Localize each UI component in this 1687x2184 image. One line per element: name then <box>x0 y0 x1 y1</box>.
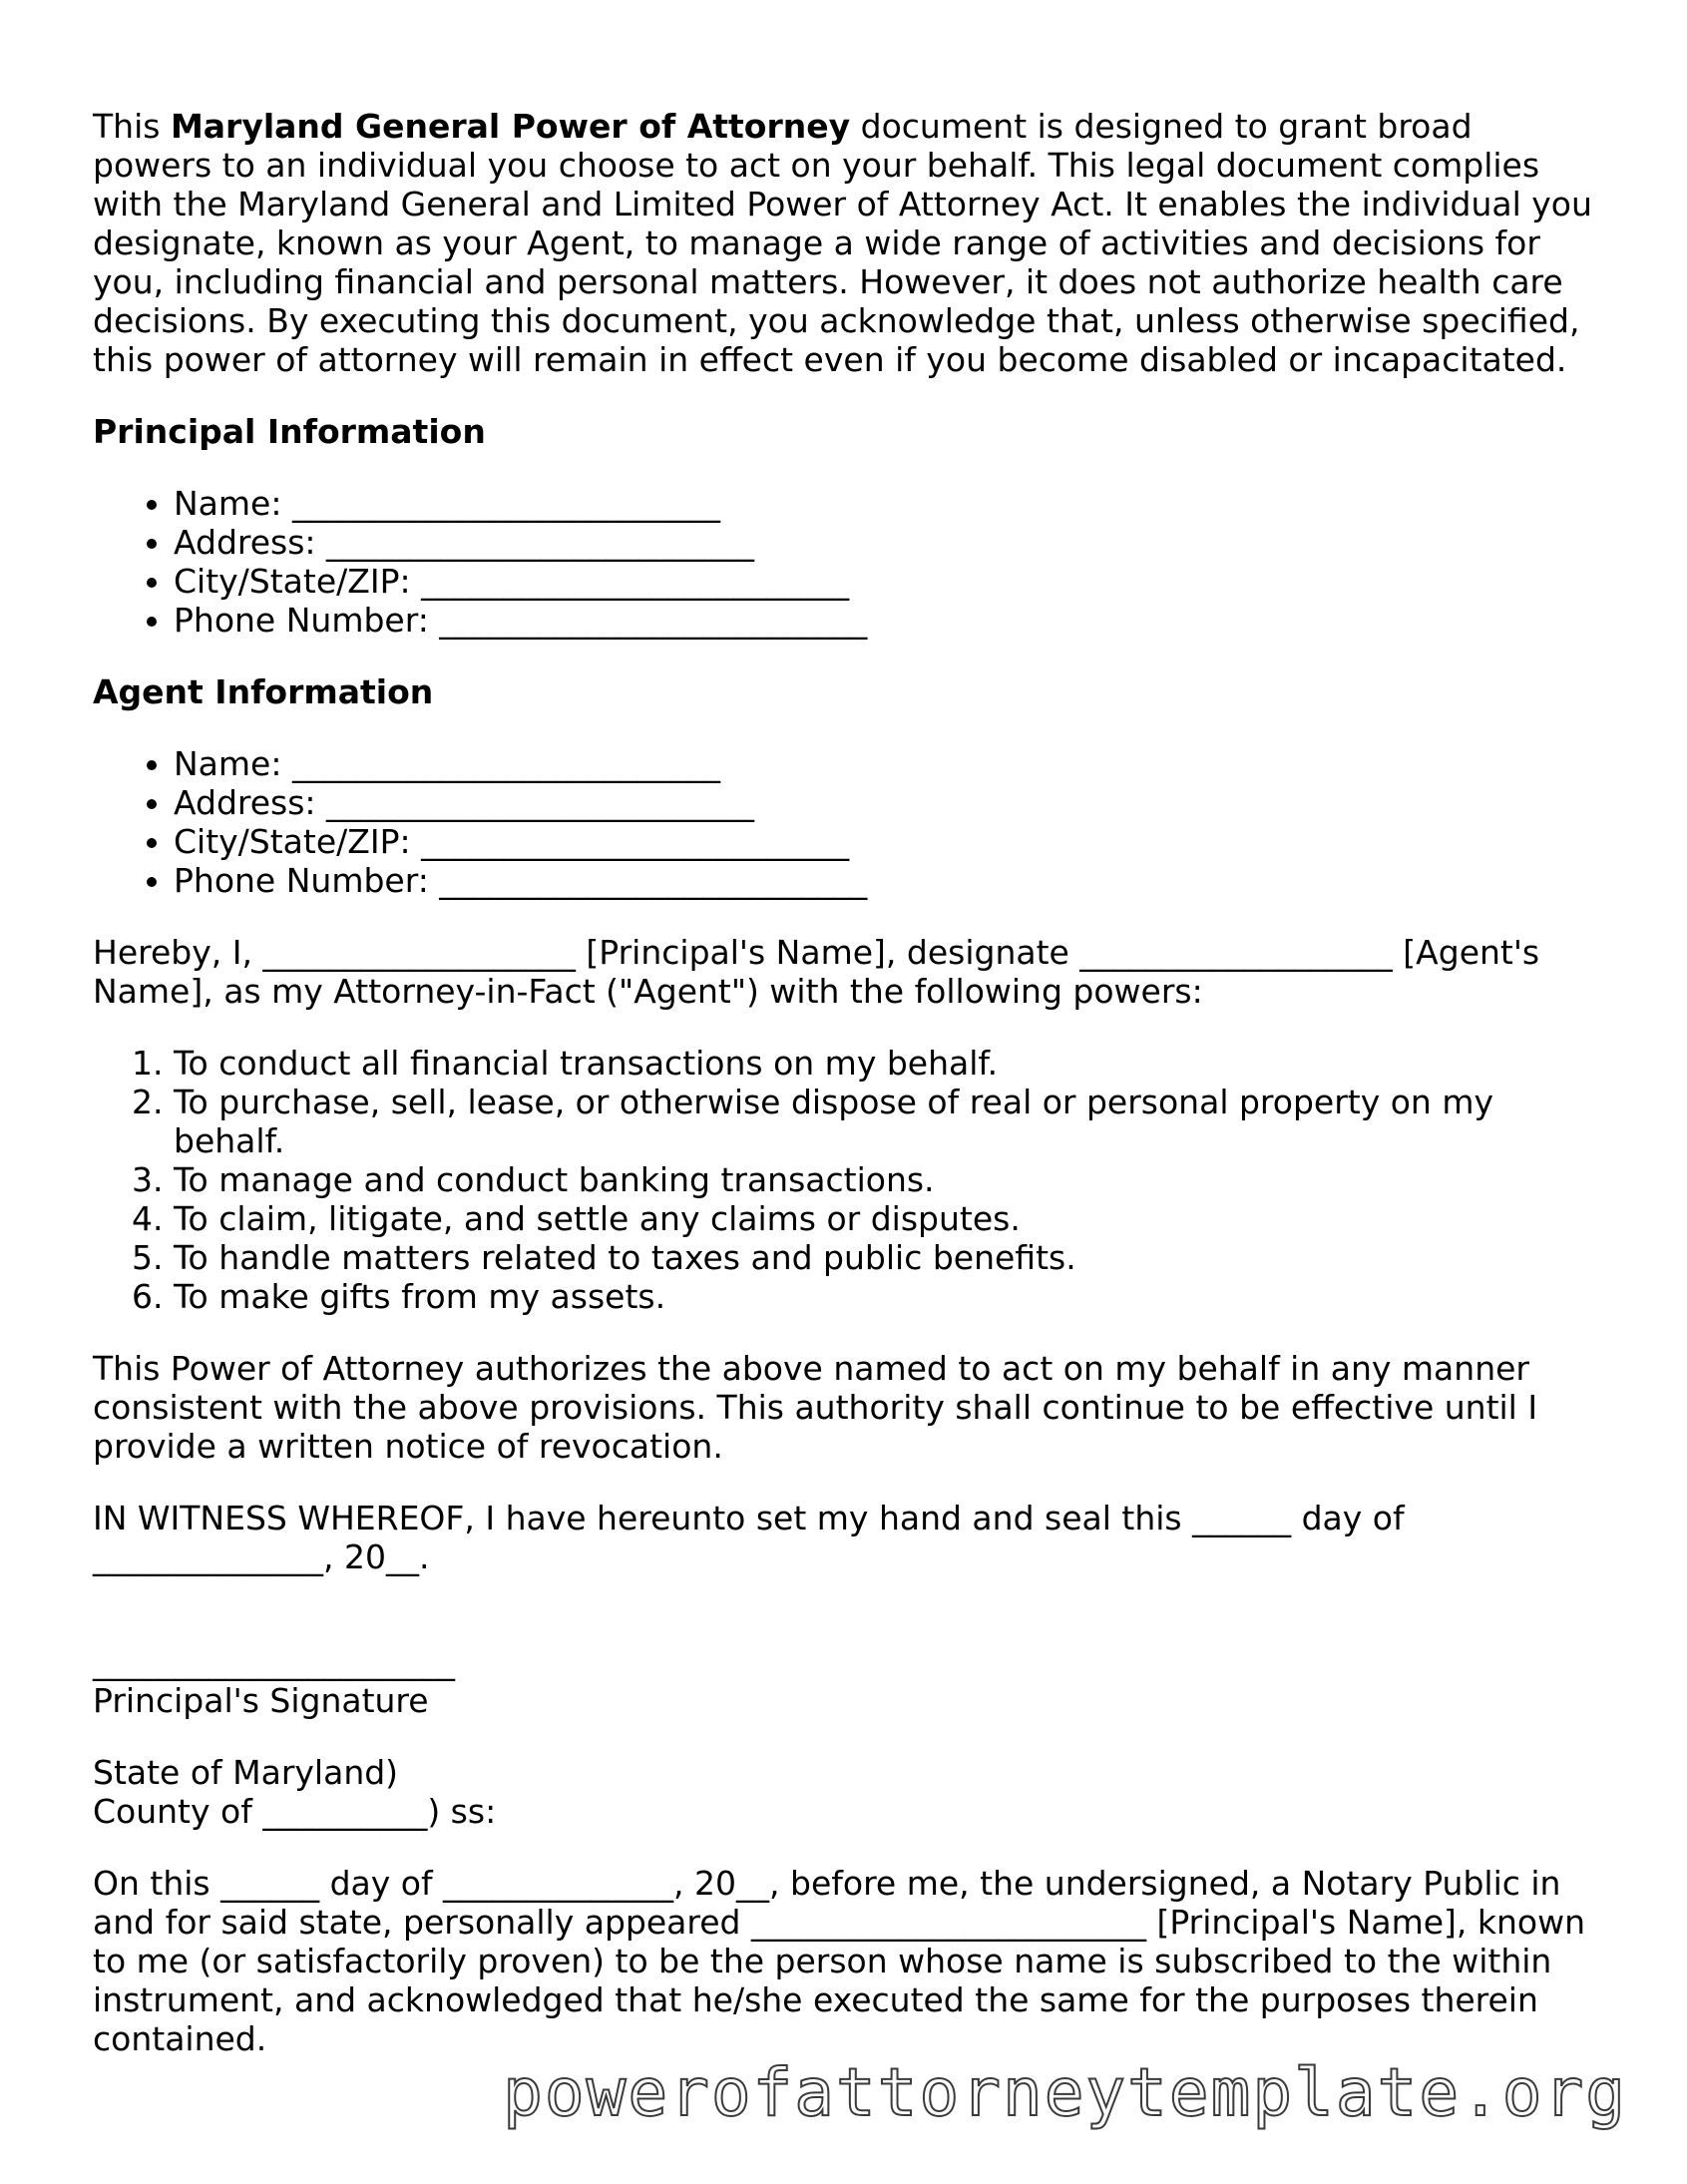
power-item: 3. To manage and conduct banking transactions. <box>174 1160 1599 1199</box>
watermark-text: powerofattorneytemplate.org <box>503 2054 1627 2131</box>
venue-county: County of __________) ss: <box>93 1792 497 1831</box>
document-body <box>93 107 1599 2058</box>
power-item: 6. To make gifts from my assets. <box>174 1277 1599 1316</box>
venue-state: State of Maryland) <box>93 1753 399 1792</box>
principal-name-field: • Name: __________________________ <box>174 484 1599 523</box>
power-item: 2. To purchase, sell, lease, or otherwise dispose of real or personal property on my behalf. <box>174 1083 1599 1160</box>
principal-info-list <box>93 484 1599 640</box>
principal-city-state-zip-field: • City/State/ZIP: __________________________ <box>174 562 1599 601</box>
intro-body: document is designed to grant broad powers to an individual you choose to act on your behalf. This legal document complies with the Maryland General and Limited Power of Attorney Act. It enables the individual you designate, known as your Agent, to manage a wide range of activities and decisions for you, including financial and personal matters. However, it does not authorize health care decisions. By executing this document, you acknowledge that, unless otherwise specified, this power of attorney will remain in effect even if you become disabled or incapacitated. <box>93 107 1592 379</box>
power-item: 1. To conduct all financial transactions on my behalf. <box>174 1044 1599 1083</box>
venue-block <box>93 1753 1599 1831</box>
power-item: 4. To claim, litigate, and settle any claims or disputes. <box>174 1199 1599 1238</box>
witness-paragraph: IN WITNESS WHEREOF, I have hereunto set my hand and seal this ______ day of ______________, 20__. <box>93 1499 1405 1576</box>
agent-city-state-zip-field: • City/State/ZIP: __________________________ <box>174 822 1599 861</box>
document-title: Maryland General Power of Attorney <box>170 107 851 146</box>
agent-phone-field: • Phone Number: __________________________ <box>174 861 1599 900</box>
agent-name-field: • Name: __________________________ <box>174 744 1599 783</box>
principal-address-field: • Address: __________________________ <box>174 523 1599 562</box>
powers-list <box>93 1044 1599 1316</box>
agent-info-list <box>93 744 1599 900</box>
intro-paragraph <box>93 107 1599 379</box>
principal-phone-field: • Phone Number: __________________________ <box>174 601 1599 640</box>
agent-address-field: • Address: __________________________ <box>174 783 1599 822</box>
designation-paragraph: Hereby, I, ___________________ [Principal's Name], designate ___________________ [Agent's Name], as my Attorney-in-Fact ("Agent") with the following powers: <box>93 933 1540 1011</box>
power-item: 5. To handle matters related to taxes and public benefits. <box>174 1238 1599 1277</box>
signature-block <box>93 1642 1599 1720</box>
signature-line: ______________________ <box>93 1642 455 1681</box>
intro-prefix: This <box>93 107 171 146</box>
signature-label: Principal's Signature <box>93 1681 429 1720</box>
authority-paragraph: This Power of Attorney authorizes the above named to act on my behalf in any manner consistent with the above provisions. This authority shall continue to be effective until I provide a written notice of revocation. <box>93 1349 1538 1466</box>
notary-paragraph: On this ______ day of ______________, 20__, before me, the undersigned, a Notary Public in and for said state, personally appeared ________________________ [Principal's Name], known to me (or satisfactorily proven) to be the person whose name is subscribed to the within instrument, and acknowledged that he/she executed the same for the purposes therein contained. <box>93 1864 1586 2058</box>
principal-info-heading: Principal Information <box>93 412 486 451</box>
agent-info-heading: Agent Information <box>93 672 434 711</box>
